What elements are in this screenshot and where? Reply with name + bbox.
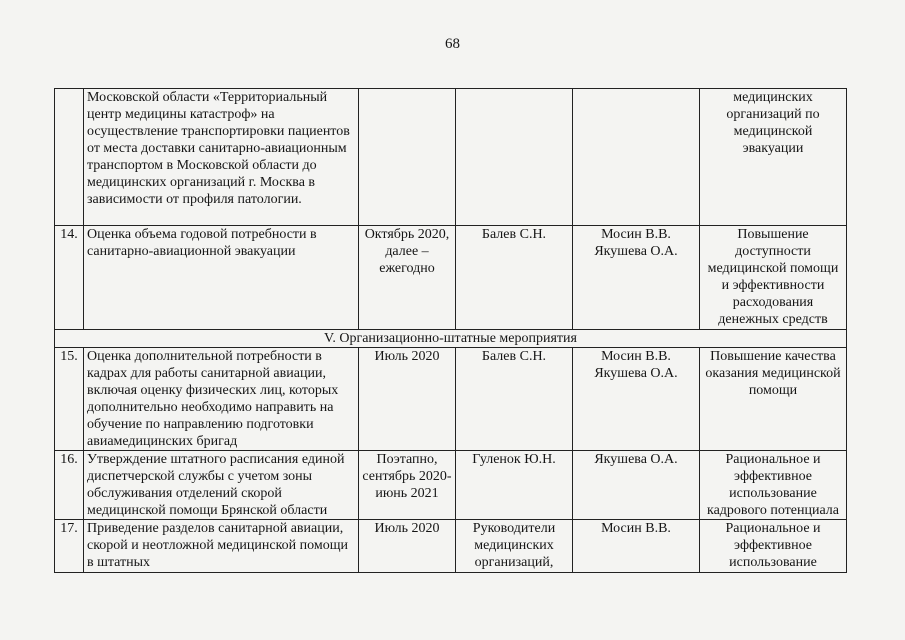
row-responsible [456, 89, 573, 226]
row-term [359, 89, 456, 226]
row-coresponsible: Мосин В.В. [573, 520, 700, 573]
table-row [55, 348, 847, 451]
table-row [55, 89, 847, 226]
row-result: Рациональное и эффективное использование кадрового потенциала [700, 451, 847, 520]
row-description: Оценка дополнительной потребности в кадрах для работы санитарной авиации, включая оценку физических лиц, которых дополнительно необходимо направить на обучение по направлению подготовки авиамедицинских бригад [84, 348, 359, 451]
row-result: Повышение качества оказания медицинской помощи [700, 348, 847, 451]
row-number: 17. [55, 520, 84, 573]
row-coresponsible: Мосин В.В. Якушева О.А. [573, 348, 700, 451]
section-title: V. Организационно-штатные мероприятия [55, 330, 847, 348]
row-responsible: Гуленок Ю.Н. [456, 451, 573, 520]
row-responsible: Балев С.Н. [456, 348, 573, 451]
plan-table [54, 88, 847, 573]
page-number: 68 [445, 36, 460, 52]
row-result: Повышение доступности медицинской помощи и эффективности расходования денежных средств [700, 226, 847, 330]
row-term: Июль 2020 [359, 520, 456, 573]
table-row [55, 226, 847, 330]
row-number: 15. [55, 348, 84, 451]
row-term: Поэтапно, сентябрь 2020-июнь 2021 [359, 451, 456, 520]
row-responsible: Балев С.Н. [456, 226, 573, 330]
row-term: Июль 2020 [359, 348, 456, 451]
row-description: Оценка объема годовой потребности в санитарно-авиационной эвакуации [84, 226, 359, 330]
row-number [55, 89, 84, 226]
row-term: Октябрь 2020, далее – ежегодно [359, 226, 456, 330]
row-description: Московской области «Территориальный центр медицины катастроф» на осуществление транспортировки пациентов от места доставки санитарно-авиационным транспортом в Московской области до медицинских организаций г. Москва в зависимости от профиля патологии. [84, 89, 359, 226]
row-coresponsible: Якушева О.А. [573, 451, 700, 520]
row-coresponsible [573, 89, 700, 226]
row-responsible: Руководители медицинских организаций, [456, 520, 573, 573]
row-number: 14. [55, 226, 84, 330]
row-number: 16. [55, 451, 84, 520]
table-row [55, 451, 847, 520]
row-coresponsible: Мосин В.В. Якушева О.А. [573, 226, 700, 330]
row-result: Рациональное и эффективное использование [700, 520, 847, 573]
row-result: медицинских организаций по медицинской эвакуации [700, 89, 847, 226]
row-description: Утверждение штатного расписания единой диспетчерской службы с учетом зоны обслуживания отделений скорой медицинской помощи Брянской области [84, 451, 359, 520]
section-row [55, 330, 847, 348]
row-description: Приведение разделов санитарной авиации, скорой и неотложной медицинской помощи в штатных [84, 520, 359, 573]
table-row [55, 520, 847, 573]
